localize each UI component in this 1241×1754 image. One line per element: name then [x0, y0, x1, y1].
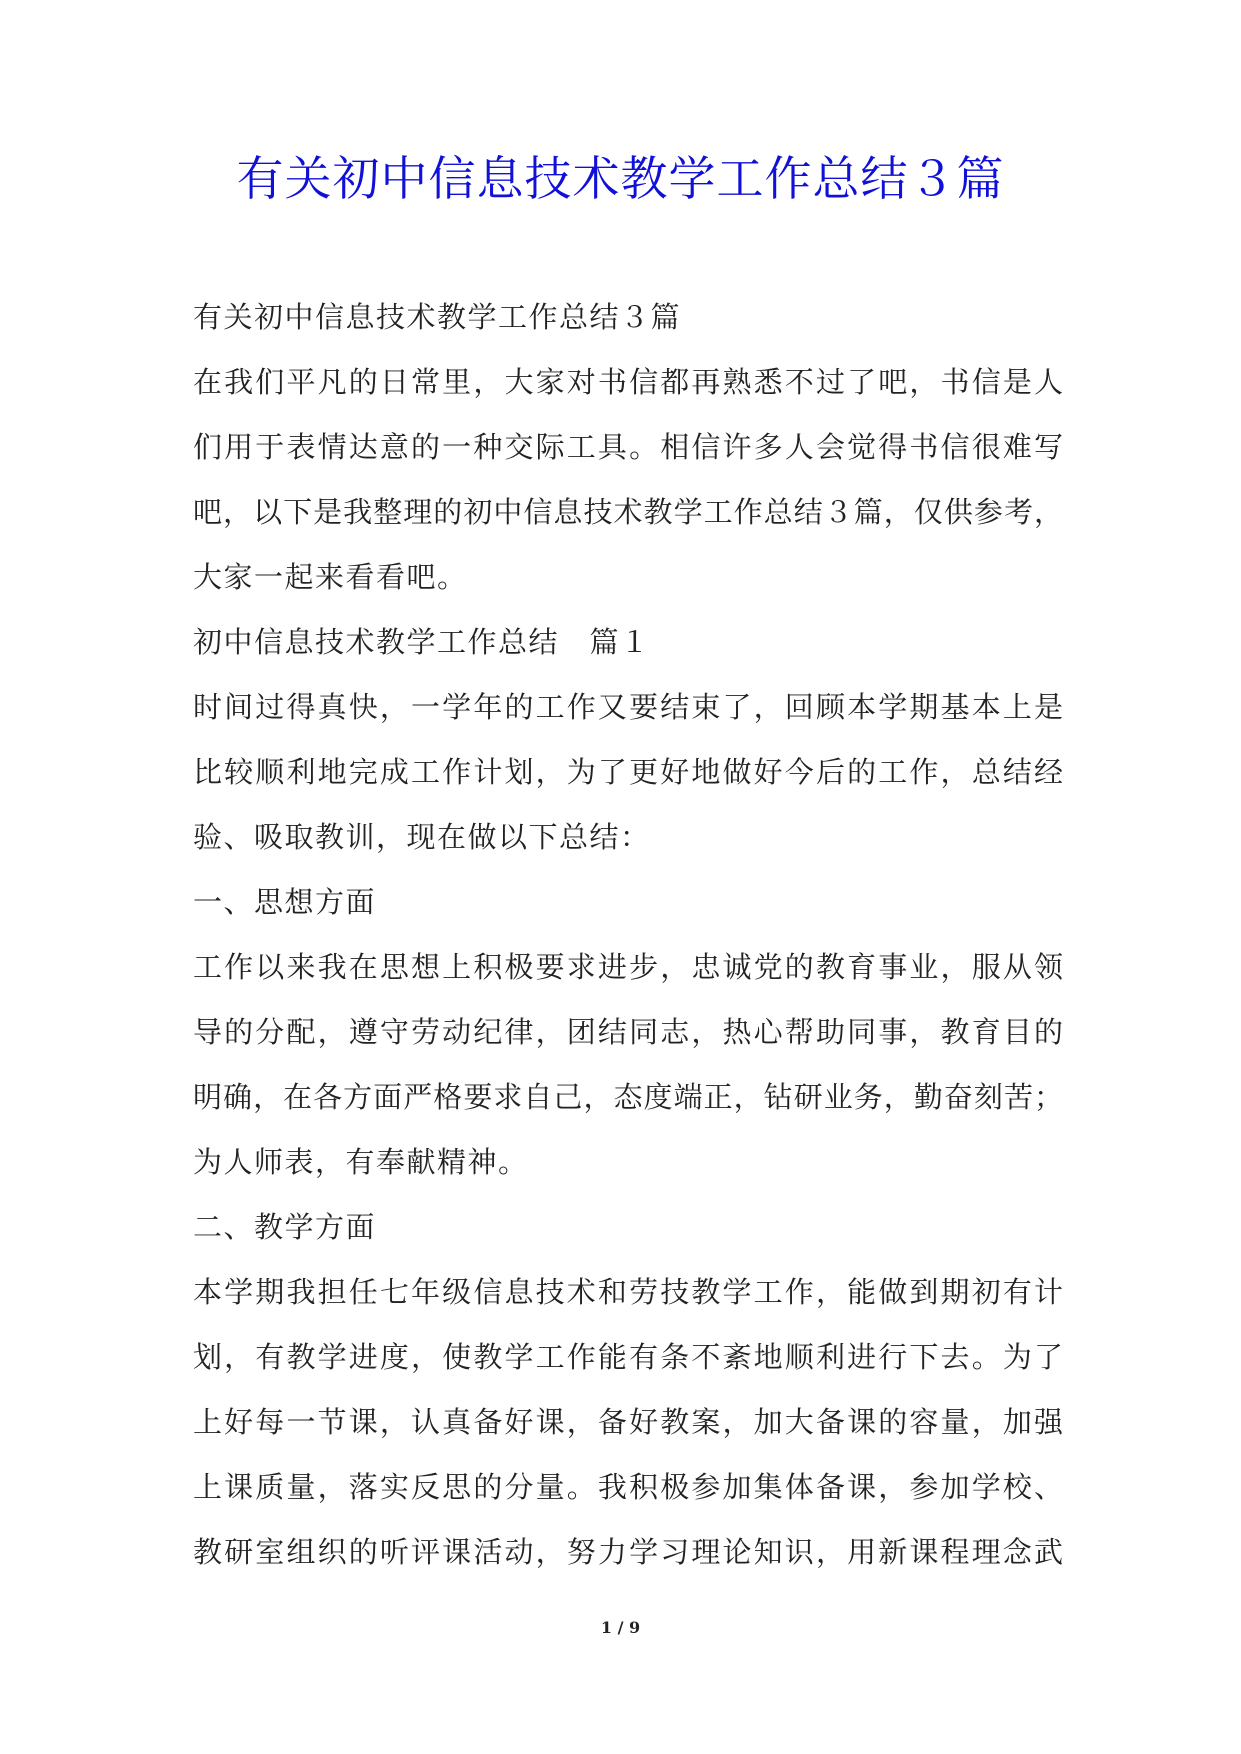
text-line: 大家一起来看看吧。 — [193, 560, 468, 594]
text-line: 时间过得真快，一学年的工作又要结束了，回顾本学期基本上是 — [193, 690, 1063, 724]
text-line: 吧，以下是我整理的初中信息技术教学工作总结３篇，仅供参考， — [193, 495, 1063, 529]
text-line: 导的分配，遵守劳动纪律，团结同志，热心帮助同事，教育目的 — [193, 1015, 1063, 1049]
subtitle-line: 有关初中信息技术教学工作总结３篇 — [193, 300, 682, 334]
document-body — [193, 285, 1063, 1585]
text-line: 们用于表情达意的一种交际工具。相信许多人会觉得书信很难写 — [193, 430, 1063, 464]
text-line: 比较顺利地完成工作计划，为了更好地做好今后的工作，总结经 — [193, 755, 1063, 789]
section-heading: 二、教学方面 — [193, 1210, 377, 1244]
text-line: 上课质量，落实反思的分量。我积极参加集体备课，参加学校、 — [193, 1470, 1063, 1504]
text-line: 划，有教学进度，使教学工作能有条不紊地顺利进行下去。为了 — [193, 1340, 1063, 1374]
text-line: 为人师表，有奉献精神。 — [193, 1145, 529, 1179]
page-number: 1 / 9 — [600, 1618, 641, 1637]
text-line: 工作以来我在思想上积极要求进步，忠诚党的教育事业，服从领 — [193, 950, 1063, 984]
document-title: 有关初中信息技术教学工作总结３篇 — [236, 152, 1005, 207]
text-line: 明确，在各方面严格要求自己，态度端正，钻研业务，勤奋刻苦； — [193, 1080, 1063, 1114]
text-line: 上好每一节课，认真备好课，备好教案，加大备课的容量，加强 — [193, 1405, 1063, 1439]
text-line: 在我们平凡的日常里，大家对书信都再熟悉不过了吧，书信是人 — [193, 365, 1063, 399]
section-heading: 一、思想方面 — [193, 885, 377, 919]
text-line: 验、吸取教训，现在做以下总结： — [193, 820, 651, 854]
section-heading: 初中信息技术教学工作总结 篇１ — [193, 625, 651, 659]
text-line: 本学期我担任七年级信息技术和劳技教学工作，能做到期初有计 — [193, 1275, 1063, 1309]
text-line: 教研室组织的听评课活动，努力学习理论知识，用新课程理念武 — [193, 1535, 1063, 1569]
